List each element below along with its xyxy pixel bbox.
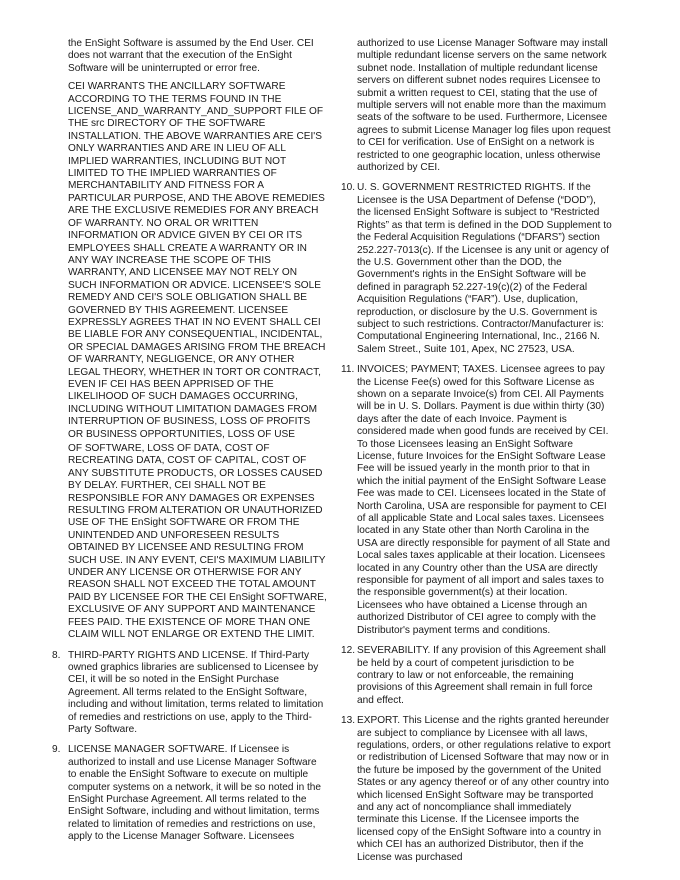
clause-13-export: [341, 715, 612, 864]
clause-12-severability: [341, 645, 612, 707]
clause-text: THIRD-PARTY RIGHTS AND LICENSE. If Third-Party owned graphics libraries are sublicensed to Licensee by CEI, it will be so noted in the EnSight Purchase Agreement. All terms related to the EnSight Software, including and without limitation, terms related to limitation of remedies and restrictions on use, apply to the Third-Party Software.: [68, 649, 324, 735]
left-column: [52, 38, 327, 852]
clause-number: 11.: [341, 364, 355, 376]
paragraph-continuation: authorized to use License Manager Software may install multiple redundant license servers on the same network subnet node. Installation of multiple redundant license servers on different subnet nodes requires Licensee to submit a written request to CEI, stating that the use of multiple servers will not enable more than the maximum seats of the software to be used. Furthermore, Licensee agrees to submit License Manager log files upon request to CEI for verification. Use of EnSight on a network is restricted to one geographic location, unless otherwise authorized by CEI.: [357, 38, 611, 174]
clause-number: 12.: [341, 645, 356, 657]
right-column: [341, 38, 612, 872]
clause-text: LICENSE MANAGER SOFTWARE. If Licensee is authorized to install and use License Manager Software to enable the EnSight Software to execute on multiple computer systems on a network, it will be so noted in the EnSight Purchase Agreement. All terms related to the EnSight Software, including and without limitation, terms related to limitation of remedies and restrictions on use, apply to the License Manager Software. Licensees: [68, 744, 322, 843]
clause-number: 13.: [341, 715, 356, 727]
clause-text: EXPORT. This License and the rights granted hereunder are subject to compliance by Licensee with all laws, regulations, orders, or other regulations relative to export or redistribution of Licensed Software that may now or in the future be imposed by the government of the United States or any agency thereof or of any other country into which licensed EnSight Software may be transported and any act of noncompliance shall immediately terminate this License. If the Licensee imports the licensed copy of the EnSight Software into a country in which CEI has an authorized Distributor, then if the License was purchased: [357, 715, 611, 863]
clause-number: 10.: [341, 182, 356, 194]
paragraph-continuation: the EnSight Software is assumed by the End User. CEI does not warrant that the execution of the EnSight Software will be uninterrupted or error free.: [68, 38, 314, 74]
clause-text: U. S. GOVERNMENT RESTRICTED RIGHTS. If the Licensee is the USA Department of Defense (“DOD”), the licensed EnSight Software is subject to “Restricted Rights” as that term is defined in the DOD Supplement to the Federal Acquisition Regulations (“DFARS”) section 252.227-7013(c). If the Licensee is any unit or agency of the U.S. Government other than the DOD, the Government's rights in the EnSight Software will be defined in paragraph 52.227-19(c)(2) of the Federal Acquisition Regulations (“FAR”). Use, duplication, reproduction, or disclosure by the U.S. Government is subject to such restrictions. Contractor/Manufacturer is: Computational Engineering International, Inc., 2166 N. Salem Street., Suite 101, Apex, NC 27523, USA.: [357, 182, 612, 355]
warranty-disclaimer-paragraph: CEI WARRANTS THE ANCILLARY SOFTWARE ACCORDING TO THE TERMS FOUND IN THE LICENSE_AND_WARRANTY_AND_SUPPORT FILE OF THE src DIRECTORY OF THE SOFTWARE INSTALLATION. THE ABOVE WARRANTIES ARE CEI'S ONLY WARRANTIES AND ARE IN LIEU OF ALL IMPLIED WARRANTIES, INCLUDING BUT NOT LIMITED TO THE IMPLIED WARRANTIES OF MERCHANTABILITY AND FITNESS FOR A PARTICULAR PURPOSE, AND THE ABOVE REMEDIES ARE THE EXCLUSIVE REMEDIES FOR ANY BREACH OF WARRANTY. NO ORAL OR WRITTEN INFORMATION OR ADVICE GIVEN BY CEI OR ITS EMPLOYEES SHALL CREATE A WARRANTY OR IN ANY WAY INCREASE THE SCOPE OF THIS WARRANTY, AND LICENSEE MAY NOT RELY ON SUCH INFORMATION OR ADVICE. LICENSEE'S SOLE REMEDY AND CEI'S SOLE OBLIGATION SHALL BE GOVERNED BY THIS AGREEMENT. LICENSEE EXPRESSLY AGREES THAT IN NO EVENT SHALL CEI BE LIABLE FOR ANY CONSEQUENTIAL, INCIDENTAL, OR SPECIAL DAMAGES ARISING FROM THE BREACH OF WARRANTY, NEGLIGENCE, OR ANY OTHER LEGAL THEORY, WHETHER IN TORT OR CONTRACT, EVEN IF CEI HAS BEEN APPRISED OF THE LIKELIHOOD OF SUCH DAMAGES OCCURRING, INCLUDING WITHOUT LIMITATION DAMAGES FROM INTERRUPTION OF BUSINESS, LOSS OF PROFITS OR BUSINESS OPPORTUNITIES, LOSS OF USE: [68, 81, 326, 440]
clause-9-license-manager: [52, 744, 327, 843]
clause-10-government-rights: [341, 182, 612, 356]
clause-number: 9.: [52, 744, 61, 756]
liability-limit-paragraph: OF SOFTWARE, LOSS OF DATA, COST OF RECREATING DATA, COST OF CAPITAL, COST OF ANY SUBSTITUTE PRODUCTS, OR LOSSES CAUSED BY DELAY. FURTHER, CEI SHALL NOT BE RESPONSIBLE FOR ANY DAMAGES OR EXPENSES RESULTING FROM ALTERATION OR UNAUTHORIZED USE OF THE EnSight SOFTWARE OR FROM THE UNINTENDED AND UNFORESEEN RESULTS OBTAINED BY LICENSEE AND RESULTING FROM SUCH USE. IN ANY EVENT, CEI'S MAXIMUM LIABILITY UNDER ANY LICENSE OR OTHERWISE FOR ANY REASON SHALL NOT EXCEED THE TOTAL AMOUNT PAID BY LICENSEE FOR THE CEI EnSight SOFTWARE, EXCLUSIVE OF ANY SUPPORT AND MAINTENANCE FEES PAID. THE EXISTENCE OF MORE THAN ONE CLAIM WILL NOT ENLARGE OR EXTEND THE LIMIT.: [68, 443, 327, 641]
clause-text: INVOICES; PAYMENT; TAXES. Licensee agrees to pay the License Fee(s) owed for this Software License as shown on a separate Invoice(s) from CEI. All Payments will be in U. S. Dollars. Payment is due within thirty (30) days after the date of each Invoice. Payment is considered made when good funds are received by CEI. To those Licensees leasing an EnSight Software License, future Invoices for the EnSight Software Lease Fee will be issued yearly in the month prior to that in which the initial payment of the EnSight Software Lease Fee was made to CEI. Licensees located in the State of North Carolina, USA are responsible for payment to CEI of all applicable State and Local sales taxes. Licensees located in any State other than North Carolina in the USA are directly responsible for payment of all State and Local sales taxes applicable at their location. Licensees located in any Country other than the USA are directly responsible for payment of all import and sales taxes to the responsible government(s) at their location. Licensees who have obtained a License through an authorized Distributor of CEI agree to comply with the Distributor's payment terms and conditions.: [357, 364, 611, 636]
clause-text: SEVERABILITY. If any provision of this Agreement shall be held by a court of competent jurisdiction to be contrary to law or not enforceable, the remaining provisions of this Agreement shall remain in full force and effect.: [357, 645, 606, 706]
clause-number: 8.: [52, 649, 61, 661]
clause-11-invoices-payment-taxes: [341, 364, 612, 637]
clause-8-third-party-rights: [52, 650, 327, 737]
